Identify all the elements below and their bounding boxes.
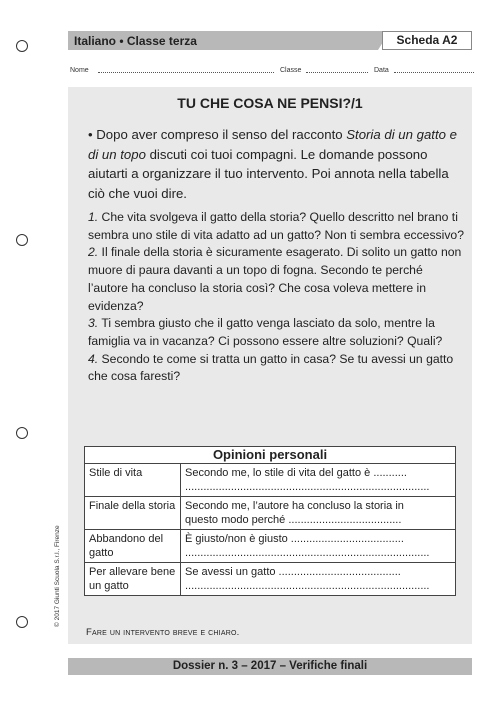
table-heading: Opinioni personali (85, 447, 456, 464)
header-bar (68, 31, 472, 50)
question-number: 2. (88, 245, 99, 260)
answer-line: Secondo me, lo stile di vita del gatto è ........... (185, 467, 407, 479)
punch-hole-middle (16, 234, 28, 246)
punch-hole-bottom (16, 616, 28, 628)
question-number: 4. (88, 351, 99, 366)
row-label: Per allevare bene un gatto (85, 563, 181, 596)
class-label: Classe (280, 67, 302, 74)
answer-cell[interactable] (181, 497, 456, 530)
name-label: Nome (70, 67, 89, 74)
table-row (85, 530, 456, 563)
table-row (85, 464, 456, 497)
name-field[interactable] (98, 72, 274, 73)
answer-line: ................................................................................ (185, 580, 430, 592)
answer-cell[interactable] (181, 530, 456, 563)
answer-line: Se avessi un gatto ........................................ (185, 566, 401, 578)
instruction-note: Fare un intervento breve e chiaro. (86, 627, 240, 638)
answer-line: È giusto/non è giusto ..................................... (185, 533, 404, 545)
question-text: Il finale della storia è sicuramente esagerato. Di solito un gatto non muore di paura davanti a un topo di fogna. Secondo te perché l’autore ha concluso la storia così? Che cosa voleva mettere in evidenza? (88, 245, 462, 313)
table-row (85, 497, 456, 530)
row-label: Stile di vita (85, 464, 181, 497)
question-number: 1. (88, 210, 99, 224)
question-text: Che vita svolgeva il gatto della storia? Quello descritto nel brano ti sembra uno stile di vita adatto ad un gatto? Non ti sembra eccessivo? (88, 210, 464, 242)
answer-line: Secondo me, l’autore ha concluso la storia in (185, 500, 404, 512)
question-item (88, 351, 466, 386)
class-field[interactable] (306, 72, 368, 73)
date-label: Data (374, 67, 389, 74)
punch-hole-lower (16, 427, 28, 439)
question-text: Ti sembra giusto che il gatto venga lasciato da solo, mentre la famiglia va in vacanza? Ci possono essere altre soluzioni? Quali? (88, 316, 443, 348)
copyright-notice: © 2017 Giunti Scuola S.r.l., Firenze (54, 525, 61, 627)
question-item (88, 315, 466, 350)
instructions-part2: discuti coi tuoi compagni. Le domande possono aiutarti a organizzare il tuo intervento. Poi annota nella tabella ciò che vuoi dire. (88, 146, 449, 201)
instructions-part1: • Dopo aver compreso il senso del racconto (88, 127, 347, 142)
row-label: Abbandono del gatto (85, 530, 181, 563)
question-list (88, 209, 466, 386)
answer-line: questo modo perché ..................................... (185, 514, 402, 526)
answer-cell[interactable] (181, 464, 456, 497)
footer-bar: Dossier n. 3 – 2017 – Verifiche finali (68, 658, 472, 675)
instructions (88, 125, 458, 203)
sheet-label: Scheda A2 (382, 31, 472, 50)
exercise-panel (68, 87, 472, 644)
question-item (88, 244, 466, 315)
punch-hole-top (16, 40, 28, 52)
story-title: Storia di un gatto e di un topo (88, 127, 457, 162)
question-text: Secondo te come si tratta un gatto in casa? Se tu avessi un gatto che cosa faresti? (88, 351, 454, 384)
page-title: TU CHE COSA NE PENSI?/1 (177, 95, 363, 111)
question-item (88, 209, 466, 244)
table-row (85, 563, 456, 596)
opinions-table (84, 446, 456, 596)
answer-cell[interactable] (181, 563, 456, 596)
answer-line: ................................................................................ (185, 481, 430, 493)
date-field[interactable] (394, 72, 474, 73)
question-number: 3. (88, 316, 99, 331)
answer-line: ................................................................................ (185, 547, 430, 559)
subject-label: Italiano • Classe terza (74, 34, 197, 48)
row-label: Finale della storia (85, 497, 181, 530)
